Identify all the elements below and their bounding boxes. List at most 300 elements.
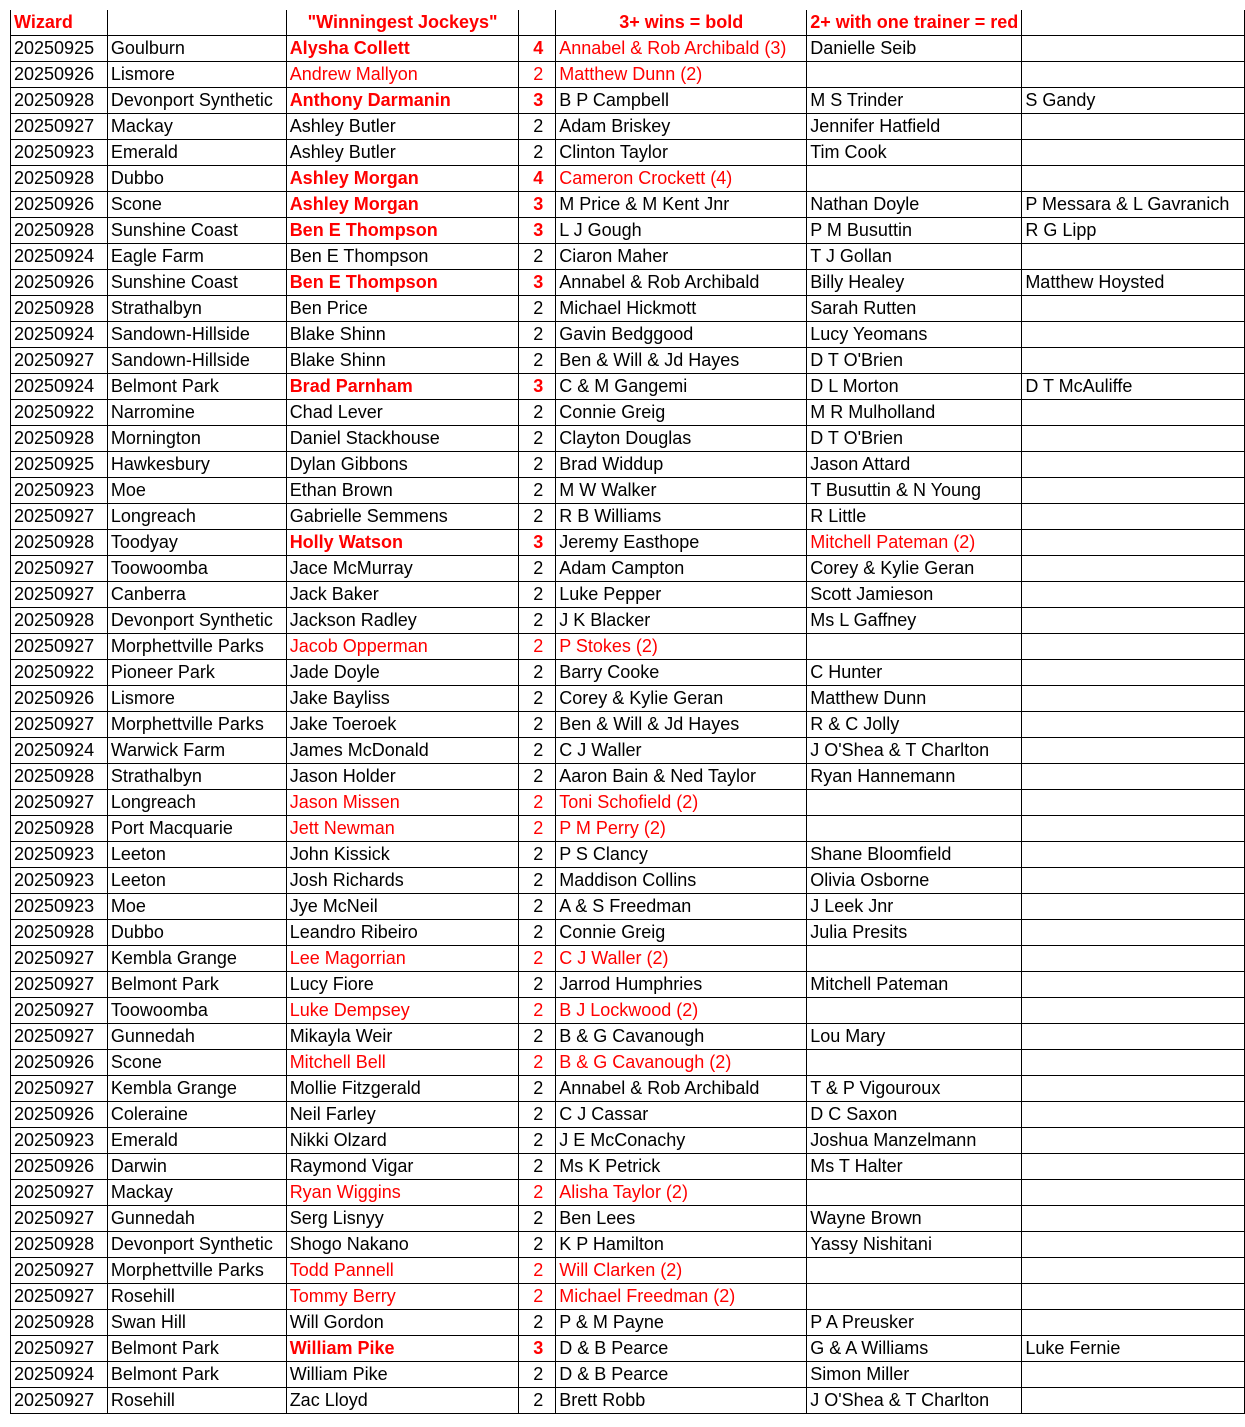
header-cell-red-legend[interactable]: 2+ with one trainer = red <box>807 10 1022 36</box>
date-cell[interactable]: 20250923 <box>11 478 108 504</box>
wins-cell[interactable]: 2 <box>519 1050 556 1076</box>
trainer-3-cell[interactable] <box>1022 1154 1245 1180</box>
trainer-2-cell[interactable]: R Little <box>807 504 1022 530</box>
jockey-cell[interactable]: Lee Magorrian <box>286 946 519 972</box>
trainer-3-cell[interactable] <box>1022 894 1245 920</box>
trainer-3-cell[interactable] <box>1022 608 1245 634</box>
trainer-2-cell[interactable]: Shane Bloomfield <box>807 842 1022 868</box>
track-cell[interactable]: Longreach <box>107 790 286 816</box>
date-cell[interactable]: 20250926 <box>11 270 108 296</box>
track-cell[interactable]: Sandown-Hillside <box>107 348 286 374</box>
trainer-3-cell[interactable] <box>1022 1128 1245 1154</box>
jockey-cell[interactable]: Blake Shinn <box>286 322 519 348</box>
header-cell-bold-legend[interactable]: 3+ wins = bold <box>556 10 807 36</box>
trainer-1-cell[interactable]: Michael Hickmott <box>556 296 807 322</box>
track-cell[interactable]: Scone <box>107 192 286 218</box>
track-cell[interactable]: Scone <box>107 1050 286 1076</box>
date-cell[interactable]: 20250925 <box>11 36 108 62</box>
trainer-2-cell[interactable]: T J Gollan <box>807 244 1022 270</box>
jockey-cell[interactable]: Tommy Berry <box>286 1284 519 1310</box>
header-cell-wins[interactable] <box>519 10 556 36</box>
jockey-cell[interactable]: Ben E Thompson <box>286 244 519 270</box>
date-cell[interactable]: 20250928 <box>11 88 108 114</box>
wins-cell[interactable]: 2 <box>519 634 556 660</box>
trainer-3-cell[interactable] <box>1022 296 1245 322</box>
track-cell[interactable]: Port Macquarie <box>107 816 286 842</box>
wins-cell[interactable]: 2 <box>519 712 556 738</box>
trainer-1-cell[interactable]: B P Campbell <box>556 88 807 114</box>
header-cell-track[interactable] <box>107 10 286 36</box>
track-cell[interactable]: Leeton <box>107 842 286 868</box>
date-cell[interactable]: 20250927 <box>11 1076 108 1102</box>
wins-cell[interactable]: 2 <box>519 764 556 790</box>
trainer-1-cell[interactable]: Ben Lees <box>556 1206 807 1232</box>
trainer-2-cell[interactable]: Ryan Hannemann <box>807 764 1022 790</box>
date-cell[interactable]: 20250927 <box>11 1284 108 1310</box>
date-cell[interactable]: 20250927 <box>11 1206 108 1232</box>
jockey-cell[interactable]: Leandro Ribeiro <box>286 920 519 946</box>
trainer-2-cell[interactable] <box>807 790 1022 816</box>
track-cell[interactable]: Narromine <box>107 400 286 426</box>
trainer-1-cell[interactable]: Annabel & Rob Archibald <box>556 1076 807 1102</box>
date-cell[interactable]: 20250928 <box>11 1310 108 1336</box>
trainer-3-cell[interactable] <box>1022 1024 1245 1050</box>
trainer-1-cell[interactable]: Clinton Taylor <box>556 140 807 166</box>
trainer-2-cell[interactable]: Tim Cook <box>807 140 1022 166</box>
date-cell[interactable]: 20250928 <box>11 218 108 244</box>
trainer-1-cell[interactable]: C J Cassar <box>556 1102 807 1128</box>
jockey-cell[interactable]: Jace McMurray <box>286 556 519 582</box>
wins-cell[interactable]: 3 <box>519 530 556 556</box>
trainer-2-cell[interactable]: Wayne Brown <box>807 1206 1022 1232</box>
trainer-3-cell[interactable] <box>1022 946 1245 972</box>
jockey-cell[interactable]: William Pike <box>286 1362 519 1388</box>
trainer-2-cell[interactable]: J Leek Jnr <box>807 894 1022 920</box>
trainer-2-cell[interactable]: Corey & Kylie Geran <box>807 556 1022 582</box>
track-cell[interactable]: Rosehill <box>107 1388 286 1414</box>
track-cell[interactable]: Emerald <box>107 1128 286 1154</box>
trainer-3-cell[interactable]: S Gandy <box>1022 88 1245 114</box>
trainer-1-cell[interactable]: Ciaron Maher <box>556 244 807 270</box>
wins-cell[interactable]: 2 <box>519 868 556 894</box>
trainer-2-cell[interactable] <box>807 1284 1022 1310</box>
jockey-cell[interactable]: Ethan Brown <box>286 478 519 504</box>
trainer-1-cell[interactable]: Adam Campton <box>556 556 807 582</box>
wins-cell[interactable]: 2 <box>519 1284 556 1310</box>
jockey-cell[interactable]: Jack Baker <box>286 582 519 608</box>
date-cell[interactable]: 20250924 <box>11 244 108 270</box>
jockey-cell[interactable]: Anthony Darmanin <box>286 88 519 114</box>
wins-cell[interactable]: 2 <box>519 452 556 478</box>
header-cell-jockeys[interactable]: "Winningest Jockeys" <box>286 10 519 36</box>
trainer-1-cell[interactable]: Annabel & Rob Archibald <box>556 270 807 296</box>
track-cell[interactable]: Lismore <box>107 62 286 88</box>
trainer-3-cell[interactable] <box>1022 1206 1245 1232</box>
trainer-2-cell[interactable]: Julia Presits <box>807 920 1022 946</box>
jockey-cell[interactable]: Andrew Mallyon <box>286 62 519 88</box>
wins-cell[interactable]: 3 <box>519 218 556 244</box>
date-cell[interactable]: 20250927 <box>11 348 108 374</box>
track-cell[interactable]: Canberra <box>107 582 286 608</box>
track-cell[interactable]: Gunnedah <box>107 1024 286 1050</box>
wins-cell[interactable]: 2 <box>519 1024 556 1050</box>
trainer-1-cell[interactable]: Maddison Collins <box>556 868 807 894</box>
track-cell[interactable]: Morphettville Parks <box>107 1258 286 1284</box>
track-cell[interactable]: Belmont Park <box>107 1336 286 1362</box>
trainer-2-cell[interactable]: Olivia Osborne <box>807 868 1022 894</box>
wins-cell[interactable]: 2 <box>519 972 556 998</box>
track-cell[interactable]: Sunshine Coast <box>107 270 286 296</box>
jockey-cell[interactable]: Ashley Morgan <box>286 166 519 192</box>
jockey-cell[interactable]: Ben E Thompson <box>286 218 519 244</box>
jockey-cell[interactable]: Gabrielle Semmens <box>286 504 519 530</box>
trainer-3-cell[interactable] <box>1022 348 1245 374</box>
date-cell[interactable]: 20250923 <box>11 1128 108 1154</box>
track-cell[interactable]: Mackay <box>107 114 286 140</box>
wins-cell[interactable]: 2 <box>519 790 556 816</box>
date-cell[interactable]: 20250924 <box>11 322 108 348</box>
trainer-3-cell[interactable] <box>1022 1232 1245 1258</box>
date-cell[interactable]: 20250923 <box>11 894 108 920</box>
track-cell[interactable]: Morphettville Parks <box>107 712 286 738</box>
date-cell[interactable]: 20250925 <box>11 452 108 478</box>
date-cell[interactable]: 20250928 <box>11 608 108 634</box>
trainer-2-cell[interactable]: Scott Jamieson <box>807 582 1022 608</box>
trainer-2-cell[interactable]: Matthew Dunn <box>807 686 1022 712</box>
track-cell[interactable]: Coleraine <box>107 1102 286 1128</box>
jockey-cell[interactable]: Mollie Fitzgerald <box>286 1076 519 1102</box>
trainer-1-cell[interactable]: K P Hamilton <box>556 1232 807 1258</box>
track-cell[interactable]: Devonport Synthetic <box>107 88 286 114</box>
wins-cell[interactable]: 2 <box>519 842 556 868</box>
wins-cell[interactable]: 2 <box>519 1128 556 1154</box>
track-cell[interactable]: Dubbo <box>107 166 286 192</box>
trainer-1-cell[interactable]: R B Williams <box>556 504 807 530</box>
wins-cell[interactable]: 2 <box>519 738 556 764</box>
trainer-2-cell[interactable]: Mitchell Pateman <box>807 972 1022 998</box>
wins-cell[interactable]: 2 <box>519 1258 556 1284</box>
trainer-2-cell[interactable] <box>807 998 1022 1024</box>
trainer-2-cell[interactable]: J O'Shea & T Charlton <box>807 738 1022 764</box>
trainer-2-cell[interactable]: J O'Shea & T Charlton <box>807 1388 1022 1414</box>
trainer-1-cell[interactable]: Ben & Will & Jd Hayes <box>556 348 807 374</box>
jockey-cell[interactable]: Zac Lloyd <box>286 1388 519 1414</box>
track-cell[interactable]: Pioneer Park <box>107 660 286 686</box>
jockey-cell[interactable]: John Kissick <box>286 842 519 868</box>
jockey-cell[interactable]: Ben E Thompson <box>286 270 519 296</box>
trainer-3-cell[interactable] <box>1022 1180 1245 1206</box>
track-cell[interactable]: Gunnedah <box>107 1206 286 1232</box>
trainer-3-cell[interactable] <box>1022 530 1245 556</box>
trainer-3-cell[interactable] <box>1022 920 1245 946</box>
jockey-cell[interactable]: Ashley Morgan <box>286 192 519 218</box>
trainer-2-cell[interactable]: Sarah Rutten <box>807 296 1022 322</box>
date-cell[interactable]: 20250927 <box>11 998 108 1024</box>
trainer-1-cell[interactable]: Jeremy Easthope <box>556 530 807 556</box>
trainer-3-cell[interactable] <box>1022 244 1245 270</box>
trainer-1-cell[interactable]: C J Waller (2) <box>556 946 807 972</box>
date-cell[interactable]: 20250926 <box>11 686 108 712</box>
trainer-2-cell[interactable]: T & P Vigouroux <box>807 1076 1022 1102</box>
jockey-cell[interactable]: Shogo Nakano <box>286 1232 519 1258</box>
track-cell[interactable]: Longreach <box>107 504 286 530</box>
wins-cell[interactable]: 2 <box>519 1180 556 1206</box>
track-cell[interactable]: Kembla Grange <box>107 946 286 972</box>
track-cell[interactable]: Mackay <box>107 1180 286 1206</box>
trainer-2-cell[interactable]: Danielle Seib <box>807 36 1022 62</box>
track-cell[interactable]: Eagle Farm <box>107 244 286 270</box>
date-cell[interactable]: 20250926 <box>11 1154 108 1180</box>
jockey-cell[interactable]: Chad Lever <box>286 400 519 426</box>
trainer-2-cell[interactable]: Mitchell Pateman (2) <box>807 530 1022 556</box>
jockey-cell[interactable]: Mitchell Bell <box>286 1050 519 1076</box>
trainer-1-cell[interactable]: Michael Freedman (2) <box>556 1284 807 1310</box>
trainer-2-cell[interactable] <box>807 1050 1022 1076</box>
trainer-2-cell[interactable]: Joshua Manzelmann <box>807 1128 1022 1154</box>
trainer-1-cell[interactable]: M W Walker <box>556 478 807 504</box>
trainer-3-cell[interactable] <box>1022 634 1245 660</box>
date-cell[interactable]: 20250927 <box>11 790 108 816</box>
jockey-cell[interactable]: Ryan Wiggins <box>286 1180 519 1206</box>
date-cell[interactable]: 20250922 <box>11 400 108 426</box>
trainer-1-cell[interactable]: Ms K Petrick <box>556 1154 807 1180</box>
track-cell[interactable]: Leeton <box>107 868 286 894</box>
trainer-1-cell[interactable]: Matthew Dunn (2) <box>556 62 807 88</box>
trainer-2-cell[interactable]: Ms T Halter <box>807 1154 1022 1180</box>
wins-cell[interactable]: 2 <box>519 1232 556 1258</box>
header-cell-extra[interactable] <box>1022 10 1245 36</box>
wins-cell[interactable]: 2 <box>519 1102 556 1128</box>
track-cell[interactable]: Lismore <box>107 686 286 712</box>
trainer-3-cell[interactable] <box>1022 1388 1245 1414</box>
track-cell[interactable]: Kembla Grange <box>107 1076 286 1102</box>
jockey-cell[interactable]: Jacob Opperman <box>286 634 519 660</box>
track-cell[interactable]: Goulburn <box>107 36 286 62</box>
wins-cell[interactable]: 2 <box>519 348 556 374</box>
track-cell[interactable]: Mornington <box>107 426 286 452</box>
jockey-cell[interactable]: Jackson Radley <box>286 608 519 634</box>
wins-cell[interactable]: 2 <box>519 504 556 530</box>
date-cell[interactable]: 20250927 <box>11 582 108 608</box>
jockey-cell[interactable]: Jake Toeroek <box>286 712 519 738</box>
jockey-cell[interactable]: Daniel Stackhouse <box>286 426 519 452</box>
date-cell[interactable]: 20250927 <box>11 1024 108 1050</box>
trainer-3-cell[interactable] <box>1022 1102 1245 1128</box>
jockey-cell[interactable]: Jade Doyle <box>286 660 519 686</box>
wins-cell[interactable]: 2 <box>519 322 556 348</box>
jockey-cell[interactable]: Jett Newman <box>286 816 519 842</box>
date-cell[interactable]: 20250924 <box>11 374 108 400</box>
wins-cell[interactable]: 3 <box>519 374 556 400</box>
trainer-1-cell[interactable]: Adam Briskey <box>556 114 807 140</box>
trainer-1-cell[interactable]: D & B Pearce <box>556 1336 807 1362</box>
jockey-cell[interactable]: Raymond Vigar <box>286 1154 519 1180</box>
trainer-1-cell[interactable]: Gavin Bedggood <box>556 322 807 348</box>
trainer-3-cell[interactable] <box>1022 114 1245 140</box>
wins-cell[interactable]: 2 <box>519 920 556 946</box>
trainer-2-cell[interactable]: P M Busuttin <box>807 218 1022 244</box>
track-cell[interactable]: Toowoomba <box>107 556 286 582</box>
date-cell[interactable]: 20250924 <box>11 738 108 764</box>
track-cell[interactable]: Toowoomba <box>107 998 286 1024</box>
date-cell[interactable]: 20250928 <box>11 920 108 946</box>
wins-cell[interactable]: 2 <box>519 608 556 634</box>
trainer-1-cell[interactable]: P Stokes (2) <box>556 634 807 660</box>
trainer-2-cell[interactable]: Yassy Nishitani <box>807 1232 1022 1258</box>
wins-cell[interactable]: 2 <box>519 686 556 712</box>
wins-cell[interactable]: 2 <box>519 1362 556 1388</box>
trainer-3-cell[interactable] <box>1022 1050 1245 1076</box>
track-cell[interactable]: Devonport Synthetic <box>107 1232 286 1258</box>
date-cell[interactable]: 20250927 <box>11 556 108 582</box>
wins-cell[interactable]: 2 <box>519 660 556 686</box>
track-cell[interactable]: Belmont Park <box>107 374 286 400</box>
wins-cell[interactable]: 2 <box>519 426 556 452</box>
trainer-1-cell[interactable]: J E McConachy <box>556 1128 807 1154</box>
trainer-2-cell[interactable]: Lucy Yeomans <box>807 322 1022 348</box>
track-cell[interactable]: Sunshine Coast <box>107 218 286 244</box>
trainer-3-cell[interactable] <box>1022 504 1245 530</box>
wins-cell[interactable]: 2 <box>519 894 556 920</box>
trainer-2-cell[interactable] <box>807 1180 1022 1206</box>
date-cell[interactable]: 20250928 <box>11 1232 108 1258</box>
trainer-2-cell[interactable]: D C Saxon <box>807 1102 1022 1128</box>
track-cell[interactable]: Moe <box>107 478 286 504</box>
jockey-cell[interactable]: Dylan Gibbons <box>286 452 519 478</box>
trainer-2-cell[interactable]: D T O'Brien <box>807 348 1022 374</box>
trainer-1-cell[interactable]: P S Clancy <box>556 842 807 868</box>
jockey-cell[interactable]: Ashley Butler <box>286 114 519 140</box>
trainer-1-cell[interactable]: Cameron Crockett (4) <box>556 166 807 192</box>
wins-cell[interactable]: 3 <box>519 192 556 218</box>
jockey-cell[interactable]: Neil Farley <box>286 1102 519 1128</box>
date-cell[interactable]: 20250928 <box>11 816 108 842</box>
wins-cell[interactable]: 2 <box>519 478 556 504</box>
date-cell[interactable]: 20250922 <box>11 660 108 686</box>
date-cell[interactable]: 20250927 <box>11 634 108 660</box>
date-cell[interactable]: 20250923 <box>11 140 108 166</box>
trainer-1-cell[interactable]: Aaron Bain & Ned Taylor <box>556 764 807 790</box>
trainer-3-cell[interactable] <box>1022 400 1245 426</box>
track-cell[interactable]: Devonport Synthetic <box>107 608 286 634</box>
date-cell[interactable]: 20250924 <box>11 1362 108 1388</box>
trainer-1-cell[interactable]: L J Gough <box>556 218 807 244</box>
trainer-1-cell[interactable]: Barry Cooke <box>556 660 807 686</box>
trainer-2-cell[interactable]: P A Preusker <box>807 1310 1022 1336</box>
jockey-cell[interactable]: Ben Price <box>286 296 519 322</box>
jockey-cell[interactable]: Ashley Butler <box>286 140 519 166</box>
jockey-cell[interactable]: Jye McNeil <box>286 894 519 920</box>
wins-cell[interactable]: 2 <box>519 1154 556 1180</box>
date-cell[interactable]: 20250926 <box>11 1102 108 1128</box>
trainer-2-cell[interactable]: T Busuttin & N Young <box>807 478 1022 504</box>
header-cell-wizard[interactable]: Wizard <box>11 10 108 36</box>
jockey-cell[interactable]: Will Gordon <box>286 1310 519 1336</box>
track-cell[interactable]: Moe <box>107 894 286 920</box>
date-cell[interactable]: 20250927 <box>11 504 108 530</box>
jockey-cell[interactable]: Alysha Collett <box>286 36 519 62</box>
date-cell[interactable]: 20250927 <box>11 1258 108 1284</box>
trainer-2-cell[interactable]: M S Trinder <box>807 88 1022 114</box>
trainer-1-cell[interactable]: M Price & M Kent Jnr <box>556 192 807 218</box>
trainer-3-cell[interactable] <box>1022 1310 1245 1336</box>
trainer-2-cell[interactable]: Ms L Gaffney <box>807 608 1022 634</box>
jockey-cell[interactable]: William Pike <box>286 1336 519 1362</box>
jockey-cell[interactable]: James McDonald <box>286 738 519 764</box>
trainer-2-cell[interactable]: Billy Healey <box>807 270 1022 296</box>
trainer-1-cell[interactable]: A & S Freedman <box>556 894 807 920</box>
jockey-cell[interactable]: Jason Holder <box>286 764 519 790</box>
trainer-3-cell[interactable] <box>1022 166 1245 192</box>
track-cell[interactable]: Toodyay <box>107 530 286 556</box>
track-cell[interactable]: Warwick Farm <box>107 738 286 764</box>
trainer-3-cell[interactable] <box>1022 322 1245 348</box>
trainer-1-cell[interactable]: Connie Greig <box>556 920 807 946</box>
trainer-2-cell[interactable]: C Hunter <box>807 660 1022 686</box>
track-cell[interactable]: Hawkesbury <box>107 452 286 478</box>
trainer-1-cell[interactable]: B & G Cavanough (2) <box>556 1050 807 1076</box>
jockey-cell[interactable]: Lucy Fiore <box>286 972 519 998</box>
track-cell[interactable]: Strathalbyn <box>107 296 286 322</box>
track-cell[interactable]: Strathalbyn <box>107 764 286 790</box>
date-cell[interactable]: 20250926 <box>11 192 108 218</box>
trainer-1-cell[interactable]: J K Blacker <box>556 608 807 634</box>
trainer-1-cell[interactable]: C J Waller <box>556 738 807 764</box>
jockey-cell[interactable]: Serg Lisnyy <box>286 1206 519 1232</box>
trainer-3-cell[interactable] <box>1022 478 1245 504</box>
trainer-1-cell[interactable]: Annabel & Rob Archibald (3) <box>556 36 807 62</box>
wins-cell[interactable]: 2 <box>519 1206 556 1232</box>
trainer-3-cell[interactable] <box>1022 686 1245 712</box>
wins-cell[interactable]: 2 <box>519 816 556 842</box>
jockey-cell[interactable]: Luke Dempsey <box>286 998 519 1024</box>
trainer-2-cell[interactable] <box>807 816 1022 842</box>
trainer-3-cell[interactable] <box>1022 556 1245 582</box>
trainer-1-cell[interactable]: C & M Gangemi <box>556 374 807 400</box>
jockey-cell[interactable]: Nikki Olzard <box>286 1128 519 1154</box>
trainer-3-cell[interactable] <box>1022 868 1245 894</box>
jockey-cell[interactable]: Holly Watson <box>286 530 519 556</box>
trainer-1-cell[interactable]: Connie Greig <box>556 400 807 426</box>
trainer-3-cell[interactable] <box>1022 660 1245 686</box>
wins-cell[interactable]: 2 <box>519 998 556 1024</box>
trainer-3-cell[interactable] <box>1022 36 1245 62</box>
trainer-3-cell[interactable]: Luke Fernie <box>1022 1336 1245 1362</box>
trainer-3-cell[interactable] <box>1022 764 1245 790</box>
date-cell[interactable]: 20250927 <box>11 972 108 998</box>
trainer-1-cell[interactable]: Ben & Will & Jd Hayes <box>556 712 807 738</box>
date-cell[interactable]: 20250928 <box>11 296 108 322</box>
wins-cell[interactable]: 4 <box>519 166 556 192</box>
jockey-cell[interactable]: Mikayla Weir <box>286 1024 519 1050</box>
jockey-cell[interactable]: Jason Missen <box>286 790 519 816</box>
date-cell[interactable]: 20250927 <box>11 114 108 140</box>
track-cell[interactable]: Sandown-Hillside <box>107 322 286 348</box>
date-cell[interactable]: 20250926 <box>11 1050 108 1076</box>
track-cell[interactable]: Belmont Park <box>107 1362 286 1388</box>
wins-cell[interactable]: 4 <box>519 36 556 62</box>
date-cell[interactable]: 20250927 <box>11 1180 108 1206</box>
trainer-2-cell[interactable]: D L Morton <box>807 374 1022 400</box>
trainer-3-cell[interactable] <box>1022 738 1245 764</box>
trainer-3-cell[interactable] <box>1022 998 1245 1024</box>
date-cell[interactable]: 20250927 <box>11 1388 108 1414</box>
trainer-2-cell[interactable]: D T O'Brien <box>807 426 1022 452</box>
date-cell[interactable]: 20250923 <box>11 868 108 894</box>
trainer-1-cell[interactable]: Corey & Kylie Geran <box>556 686 807 712</box>
trainer-2-cell[interactable] <box>807 1258 1022 1284</box>
wins-cell[interactable]: 2 <box>519 400 556 426</box>
